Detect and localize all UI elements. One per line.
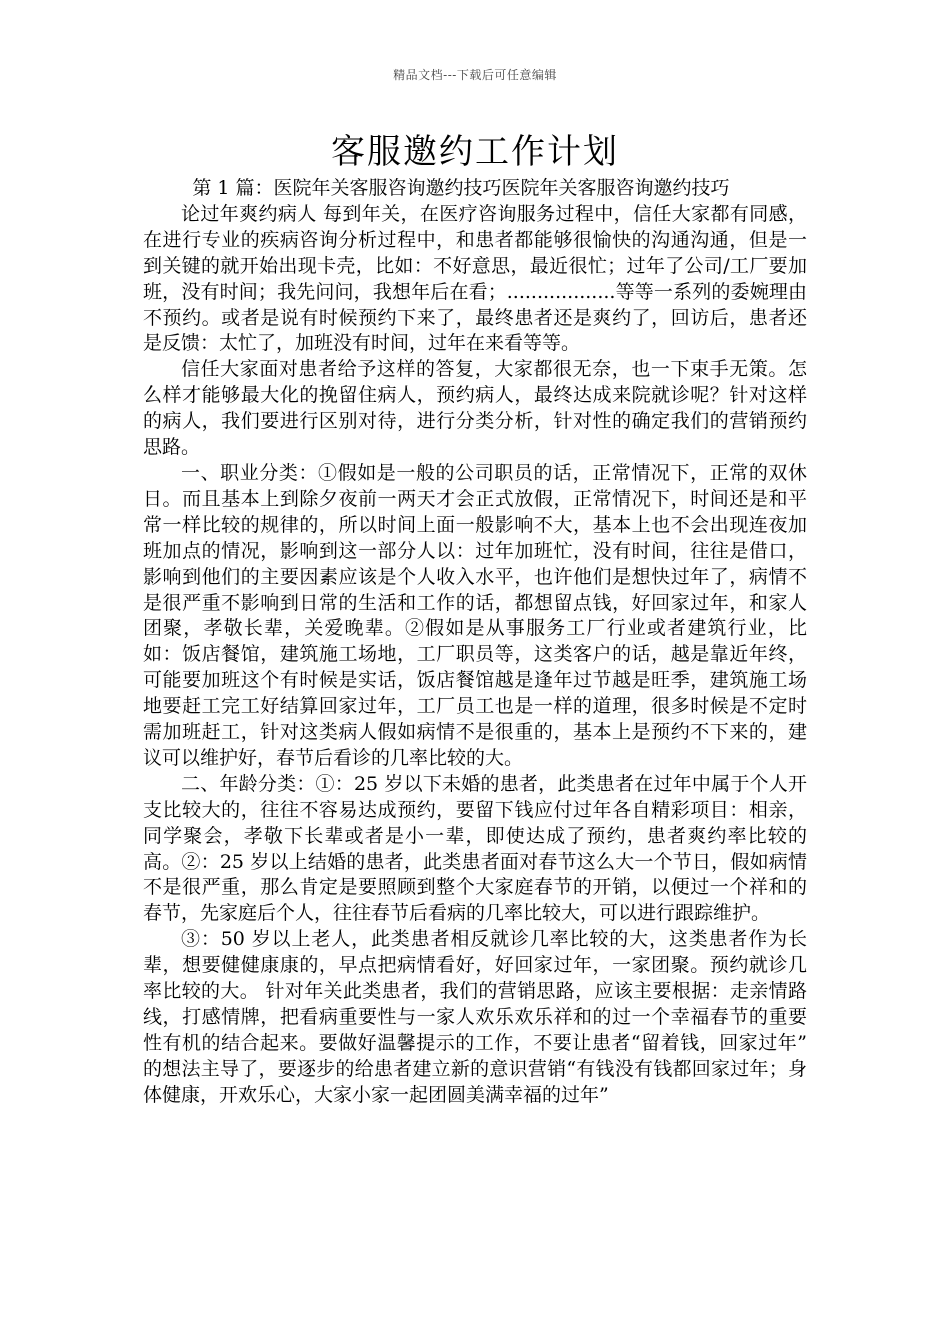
body-paragraph: 二、年龄分类：①：25 岁以下未婚的患者，此类患者在过年中属于个人开支比较大的，往往不容易达成预约，要留下钱应付过年各自精彩项目：相亲，同学聚会，孝敬下长辈或者是小一辈，即使达成了预约，患者爽约率比较的高。②：25 岁以上结婚的患者，此类患者面对春节这么大一个节日，假如病情不是很严重，那么肯定是要照顾到整个大家庭春节的开销，以便过一个祥和的春节，先家庭后个人，往往春节后看病的几率比较大，可以进行跟踪维护。 (143, 772, 807, 925)
header-watermark: 精品文档---下载后可任意编辑 (393, 68, 557, 82)
body-paragraph: 一、职业分类：①假如是一般的公司职员的话，正常情况下，正常的双休日。而且基本上到除夕夜前一两天才会正式放假，正常情况下，时间还是和平常一样比较的规律的，所以时间上面一般影响不大，基本上也不会出现连夜加班加点的情况，影响到这一部分人以：过年加班忙，没有时间，往往是借口，影响到他们的主要因素应该是个人收入水平，也许他们是想快过年了，病情不是很严重不影响到日常的生活和工作的话，都想留点钱，好回家过年，和家人团聚，孝敬长辈，关爱晚辈。②假如是从事服务工厂行业或者建筑行业，比如：饭店餐馆，建筑施工场地，工厂职员等，这类客户的话，越是靠近年终，可能要加班这个有时候是实话，饭店餐馆越是逢年过节越是旺季，建筑施工场地要赶工完工好结算回家过年，工厂员工也是一样的道理，很多时候是不定时需加班赶工，针对这类病人假如病情不是很重的，基本上是预约不下来的，建议可以维护好，春节后看诊的几率比较的大。 (143, 461, 807, 769)
body-paragraph: 论过年爽约病人 每到年关，在医疗咨询服务过程中，信任大家都有同感，在进行专业的疾病咨询分析过程中，和患者都能够很愉快的沟通沟通，但是一到关键的就开始出现卡壳，比如：不好意思，最近很忙；过年了公司/工厂要加班，没有时间；我先问问，我想年后在看；..................等等一系列的委婉理由不预约。或者是说有时候预约下来了，最终患者还是爽约了，回访后，患者还是反馈：太忙了，加班没有时间，过年在来看等等。 (143, 202, 807, 355)
body-paragraph: 信任大家面对患者给予这样的答复，大家都很无奈，也一下束手无策。怎么样才能够最大化的挽留住病人，预约病人，最终达成来院就诊呢？针对这样的病人，我们要进行区别对待，进行分类分析，针对性的确定我们的营销预约思路。 (143, 358, 807, 459)
body-paragraph: ③：50 岁以上老人，此类患者相反就诊几率比较的大，这类患者作为长辈，想要健健康康的，早点把病情看好，好回家过年，一家团聚。预约就诊几率比较的大。 针对年关此类患者，我们的营销思路，应该主要根据：走亲情路线，打感情牌，把看病重要性与一家人欢乐欢乐祥和的过一个幸福春节的重要性有机的结合起来。要做好温馨提示的工作，不要让患者“留着钱，回家过年” 的想法主导了，要逐步的给患者建立新的意识营销“有钱没有钱都回家过年；身体健康，开欢乐心，大家小家一起团圆美满幸福的过年” (143, 928, 807, 1106)
section-heading: 第 1 篇：医院年关客服咨询邀约技巧医院年关客服咨询邀约技巧 (192, 177, 730, 199)
document-body (143, 176, 807, 1109)
document-title: 客服邀约工作计划 (331, 132, 619, 172)
